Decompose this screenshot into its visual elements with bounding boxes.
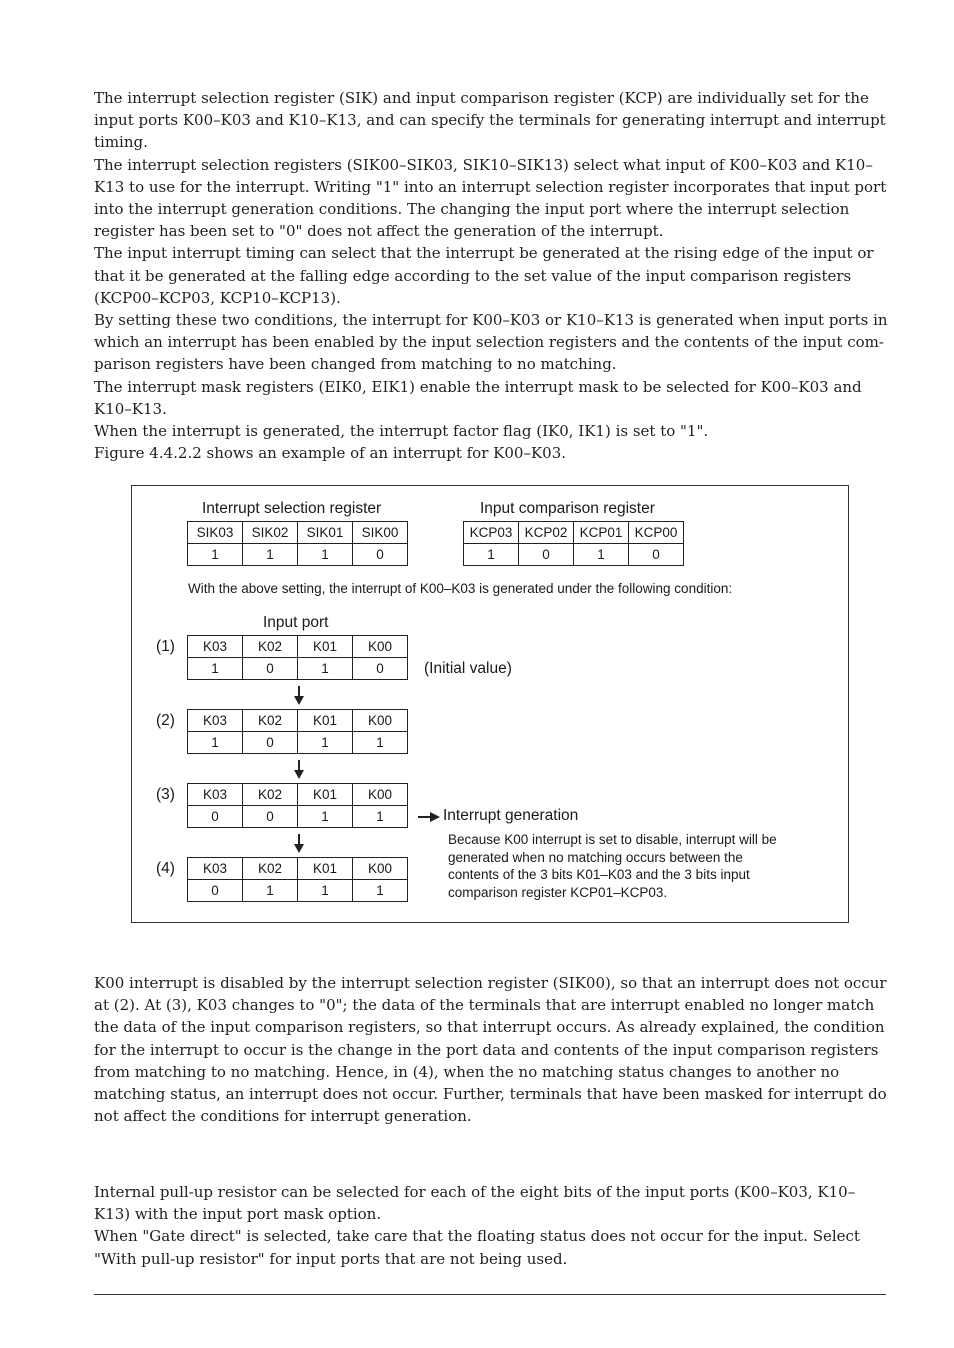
- note-line: generated when no matching occurs between the: [448, 849, 743, 865]
- footer-divider: [94, 1294, 886, 1295]
- kcp-register-table: [463, 521, 684, 566]
- transition-arrow-icon: [294, 834, 304, 853]
- sik-value-cell: 1: [298, 544, 353, 566]
- kcp-value-cell: 1: [574, 544, 629, 566]
- input-port-table-2: [187, 709, 408, 754]
- port-value-cell: 0: [188, 806, 243, 828]
- port-header-cell: K02: [243, 858, 298, 880]
- note-line: contents of the 3 bits K01–K03 and the 3 bits input: [448, 867, 750, 883]
- sik-value-cell: 1: [243, 544, 298, 566]
- pullup-text: [94, 1181, 888, 1270]
- state-label-1: (1): [156, 638, 175, 655]
- input-port-table-4: [187, 857, 408, 902]
- sik-register-table: [187, 521, 408, 566]
- sik-value-cell: 1: [188, 544, 243, 566]
- interrupt-note: [448, 831, 777, 901]
- port-value-cell: 1: [353, 880, 408, 902]
- sik-header-cell: SIK02: [243, 522, 298, 544]
- input-port-title: Input port: [263, 614, 329, 631]
- intro-paragraph-5: The interrupt mask registers (EIK0, EIK1) enable the interrupt mask to be selected for K00–K03 and K10–K13.: [94, 377, 862, 418]
- condition-text: With the above setting, the interrupt of K00–K03 is generated under the following condition:: [188, 581, 733, 596]
- intro-text: [94, 87, 888, 464]
- port-value-cell: 1: [298, 658, 353, 680]
- port-value-cell: 1: [353, 732, 408, 754]
- interrupt-generation-label: Interrupt generation: [443, 807, 579, 824]
- port-header-cell: K01: [298, 710, 353, 732]
- state-label-4: (4): [156, 860, 175, 877]
- note-line: comparison register KCP01–KCP03.: [448, 884, 668, 900]
- sik-header-cell: SIK00: [353, 522, 408, 544]
- port-header-cell: K01: [298, 636, 353, 658]
- explanation-text: [94, 972, 888, 1127]
- transition-arrow-icon: [294, 686, 304, 705]
- kcp-header-cell: KCP00: [629, 522, 684, 544]
- pullup-paragraph-2: When "Gate direct" is selected, take care that the floating status does not occur for the input. Select "With pull-up resistor" for input ports that are not being used.: [94, 1227, 860, 1268]
- port-header-cell: K02: [243, 636, 298, 658]
- port-value-cell: 0: [188, 880, 243, 902]
- interrupt-example-figure: [131, 485, 849, 923]
- port-value-cell: 0: [243, 806, 298, 828]
- kcp-value-cell: 1: [464, 544, 519, 566]
- kcp-value-cell: 0: [519, 544, 574, 566]
- transition-arrow-icon: [294, 760, 304, 779]
- port-header-cell: K03: [188, 710, 243, 732]
- port-value-cell: 1: [188, 732, 243, 754]
- interrupt-arrow-icon: [418, 812, 440, 822]
- sik-header-cell: SIK01: [298, 522, 353, 544]
- kcp-register-title: Input comparison register: [480, 500, 655, 517]
- port-value-cell: 0: [353, 658, 408, 680]
- port-value-cell: 0: [243, 658, 298, 680]
- port-value-cell: 1: [353, 806, 408, 828]
- sik-register-title: Interrupt selection register: [202, 500, 382, 517]
- port-value-cell: 1: [188, 658, 243, 680]
- intro-paragraph-1: The interrupt selection register (SIK) and input comparison register (KCP) are individually set for the input ports K00–K03 and K10–K13, and can specify the terminals for generating interrupt and interrupt timing.: [94, 89, 886, 152]
- port-header-cell: K00: [353, 784, 408, 806]
- input-port-table-3: [187, 783, 408, 828]
- intro-paragraph-2: The interrupt selection registers (SIK00–SIK03, SIK10–SIK13) select what input of K00–K03 and K10–K13 to use for the interrupt. Writing "1" into an interrupt selection register incorporates that input port into the interrupt generation conditions. The changing the input port where the interrupt selection register has been set to "0" does not affect the generation of the interrupt.: [94, 155, 887, 241]
- port-header-cell: K00: [353, 636, 408, 658]
- port-value-cell: 0: [243, 732, 298, 754]
- port-header-cell: K03: [188, 784, 243, 806]
- port-value-cell: 1: [298, 806, 353, 828]
- sik-value-cell: 0: [353, 544, 408, 566]
- port-header-cell: K02: [243, 784, 298, 806]
- note-line: Because K00 interrupt is set to disable, interrupt will be: [448, 832, 777, 847]
- port-header-cell: K00: [353, 858, 408, 880]
- sik-header-cell: SIK03: [188, 522, 243, 544]
- port-value-cell: 1: [298, 732, 353, 754]
- initial-value-label: (Initial value): [424, 660, 512, 677]
- explanation-paragraph: K00 interrupt is disabled by the interrupt selection register (SIK00), so that an interrupt does not occur at (2). At (3), K03 changes to "0"; the data of the terminals that are interrupt enabled no longer match the data of the input comparison registers, so that interrupt occurs. As already explained, the condition for the interrupt to occur is the change in the port data and contents of the input comparison registers from matching to no matching. Hence, in (4), when the no matching status changes to another no matching status, an interrupt does not occur. Further, terminals that have been masked for interrupt do not affect the conditions for interrupt generation.: [94, 974, 887, 1126]
- kcp-header-cell: KCP03: [464, 522, 519, 544]
- intro-paragraph-4: By setting these two conditions, the interrupt for K00–K03 or K10–K13 is generated when input ports in which an interrupt has been enabled by the input selection registers and the contents of the input com-parison registers have been changed from matching to no matching.: [94, 311, 888, 374]
- port-value-cell: 1: [243, 880, 298, 902]
- state-label-2: (2): [156, 712, 175, 729]
- state-label-3: (3): [156, 786, 175, 803]
- port-header-cell: K02: [243, 710, 298, 732]
- intro-paragraph-7: Figure 4.4.2.2 shows an example of an interrupt for K00–K03.: [94, 444, 567, 463]
- kcp-value-cell: 0: [629, 544, 684, 566]
- port-header-cell: K03: [188, 636, 243, 658]
- port-header-cell: K01: [298, 858, 353, 880]
- pullup-paragraph-1: Internal pull-up resistor can be selected for each of the eight bits of the input ports (K00–K03, K10–K13) with the input port mask option.: [94, 1183, 856, 1224]
- port-header-cell: K03: [188, 858, 243, 880]
- intro-paragraph-6: When the interrupt is generated, the interrupt factor flag (IK0, IK1) is set to "1".: [94, 422, 709, 441]
- input-port-table-1: [187, 635, 408, 680]
- intro-paragraph-3: The input interrupt timing can select that the interrupt be generated at the rising edge of the input or that it be generated at the falling edge according to the set value of the input comparison registers (KCP00–KCP03, KCP10–KCP13).: [94, 244, 874, 307]
- kcp-header-cell: KCP01: [574, 522, 629, 544]
- port-header-cell: K00: [353, 710, 408, 732]
- kcp-header-cell: KCP02: [519, 522, 574, 544]
- port-header-cell: K01: [298, 784, 353, 806]
- port-value-cell: 1: [298, 880, 353, 902]
